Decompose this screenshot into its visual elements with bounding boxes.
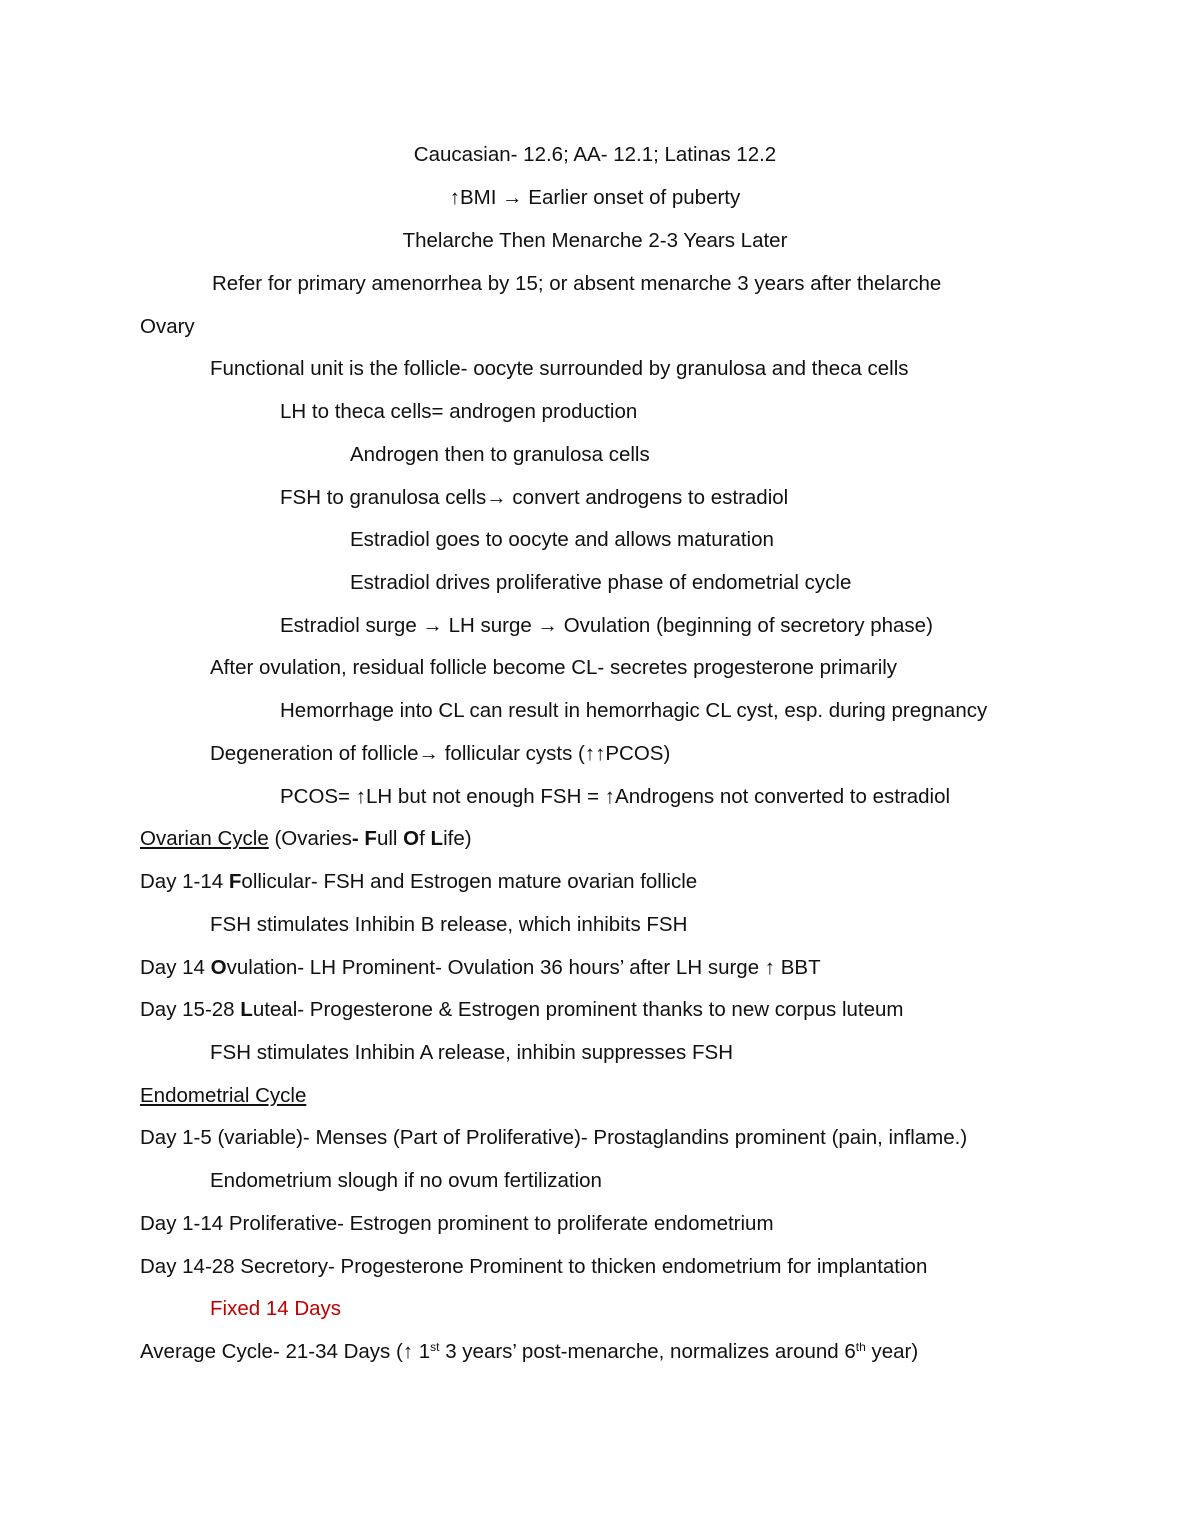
- ovulation-prefix: Day 14: [140, 956, 211, 979]
- luteal-bold: L: [240, 998, 253, 1021]
- mnemonic-close: ife): [443, 827, 472, 850]
- mnemonic-dash: - F: [351, 827, 377, 850]
- luteal-line: [140, 998, 903, 1022]
- fixed-days-note: Fixed 14 Days: [210, 1297, 342, 1320]
- ovary-line-7: Estradiol surge → LH surge → Ovulation (beginning of secretory phase): [280, 614, 933, 637]
- inhibin-a-line: FSH stimulates Inhibin A release, inhibin suppresses FSH: [210, 1041, 734, 1064]
- slough-line: Endometrium slough if no ovum fertilization: [210, 1169, 602, 1192]
- luteal-rest: uteal- Progesterone & Estrogen prominent thanks to new corpus luteum: [252, 998, 904, 1021]
- refer-line: Refer for primary amenorrhea by 15; or absent menarche 3 years after thelarche: [212, 272, 942, 295]
- ovary-line-3: Androgen then to granulosa cells: [350, 443, 650, 466]
- proliferative-line: Day 1-14 Proliferative- Estrogen prominent to proliferate endometrium: [140, 1212, 774, 1235]
- ovary-line-1: Functional unit is the follicle- oocyte surrounded by granulosa and theca cells: [210, 357, 909, 380]
- ovary-line-11: PCOS= ↑LH but not enough FSH = ↑Androgens not converted to estradiol: [280, 785, 951, 808]
- average-cycle-c: year): [865, 1340, 919, 1363]
- ovary-heading: Ovary: [140, 315, 195, 338]
- mnemonic-O: O: [403, 827, 420, 850]
- average-cycle-a: Average Cycle- 21-34 Days (↑ 1: [140, 1340, 431, 1363]
- average-cycle-b: 3 years’ post-menarche, normalizes around 6: [439, 1340, 856, 1363]
- follicular-bold: F: [228, 870, 242, 893]
- ovary-line-9: Hemorrhage into CL can result in hemorrhagic CL cyst, esp. during pregnancy: [280, 699, 988, 722]
- inhibin-b-line: FSH stimulates Inhibin B release, which inhibits FSH: [210, 913, 688, 936]
- endometrial-cycle-heading: Endometrial Cycle: [140, 1084, 307, 1107]
- demographics-line: Caucasian- 12.6; AA- 12.1; Latinas 12.2: [413, 143, 777, 166]
- ovulation-bold: O: [210, 956, 227, 979]
- follicular-line: [140, 870, 697, 894]
- ovary-line-10: Degeneration of follicle→ follicular cysts (↑↑PCOS): [210, 742, 671, 765]
- mnemonic-L: L: [430, 827, 444, 850]
- follicular-rest: ollicular- FSH and Estrogen mature ovarian follicle: [241, 870, 698, 893]
- ovary-line-6: Estradiol drives proliferative phase of endometrial cycle: [350, 571, 852, 594]
- ovulation-rest: vulation- LH Prominent- Ovulation 36 hours’ after LH surge ↑ BBT: [226, 956, 821, 979]
- average-cycle-sup-th: th: [855, 1340, 866, 1354]
- ovulation-line: [140, 956, 821, 980]
- ovary-line-2: LH to theca cells= androgen production: [280, 400, 638, 423]
- thelarche-line: Thelarche Then Menarche 2-3 Years Later: [402, 229, 788, 252]
- secretory-line: Day 14-28 Secretory- Progesterone Prominent to thicken endometrium for implantation: [140, 1255, 928, 1278]
- mnemonic-f: f: [419, 827, 431, 850]
- follicular-prefix: Day 1-14: [140, 870, 229, 893]
- ovarian-cycle-heading: Ovarian Cycle: [140, 827, 269, 850]
- mnemonic-ull: ull: [376, 827, 404, 850]
- ovarian-cycle-heading-line: [140, 827, 472, 851]
- mnemonic-open: (Ovaries: [268, 827, 352, 850]
- ovary-line-4: FSH to granulosa cells→ convert androgens to estradiol: [280, 486, 789, 509]
- ovary-line-8: After ovulation, residual follicle become CL- secretes progesterone primarily: [210, 656, 898, 679]
- bmi-line: ↑BMI → Earlier onset of puberty: [449, 186, 741, 209]
- luteal-prefix: Day 15-28: [140, 998, 241, 1021]
- ovary-line-5: Estradiol goes to oocyte and allows maturation: [350, 528, 774, 551]
- menses-line: Day 1-5 (variable)- Menses (Part of Proliferative)- Prostaglandins prominent (pain, inflame.): [140, 1126, 968, 1149]
- average-cycle-line: [140, 1340, 918, 1364]
- average-cycle-sup-st: st: [430, 1340, 440, 1354]
